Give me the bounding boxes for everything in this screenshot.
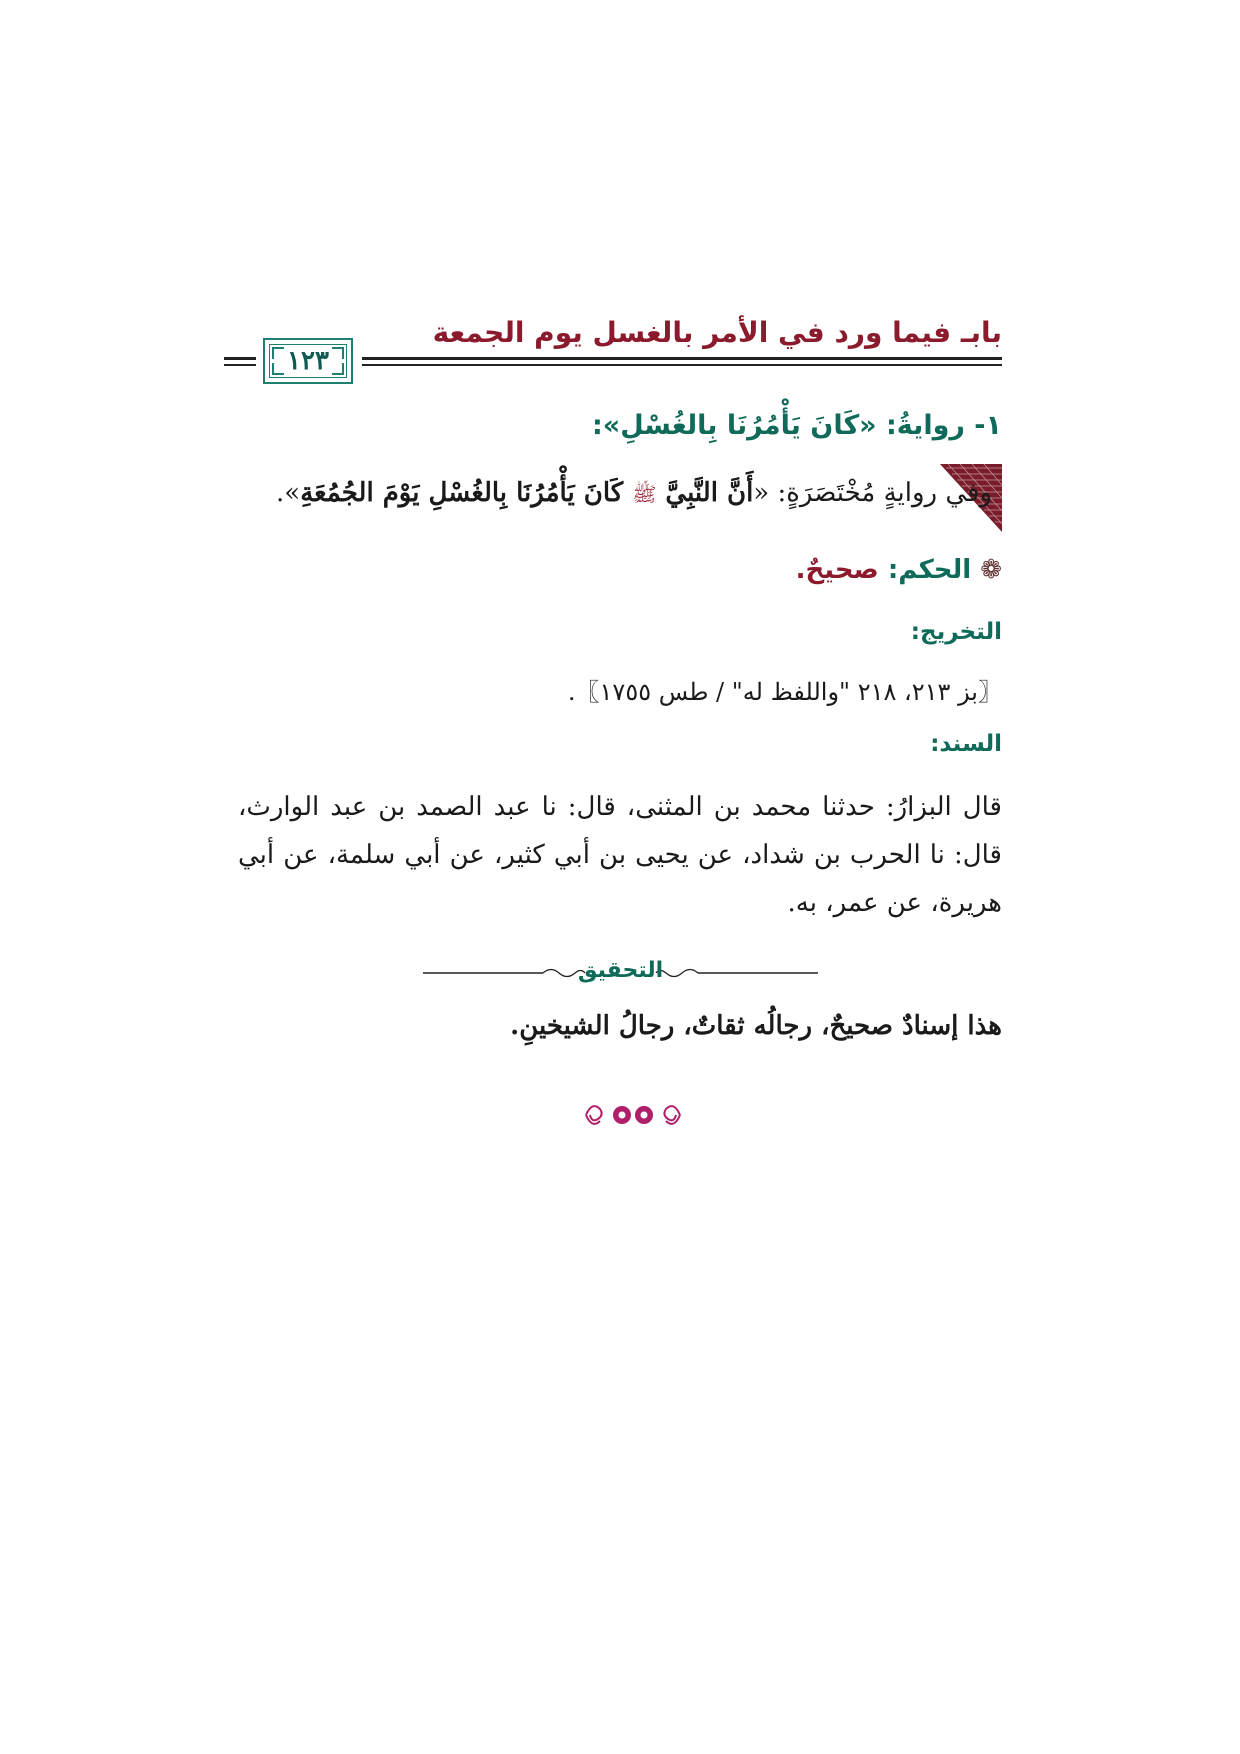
flower-icon: ❁ — [980, 555, 1002, 585]
sanad-label: السند: — [930, 731, 1002, 757]
sanad-paragraph: قال البزارُ: حدثنا محمد بن المثنى، قال: نا عبد الصمد بن عبد الوارث، قال: نا الحرب بن شداد، عن يحيى بن أبي كثير، عن أبي سلمة، عن أبي هريرة، عن عمر، به. — [238, 792, 1002, 918]
variant-intro: وفي روايةٍ مُخْتَصَرَةٍ: « — [753, 478, 992, 508]
takhrij-text: 〖بز ٢١٣، ٢١٨ "واللفظ له" / طس ١٧٥٥〗. — [567, 678, 1002, 706]
header-rule-left — [224, 357, 256, 360]
variant-end: ». — [276, 478, 301, 508]
ruling-value: صحيحٌ. — [795, 555, 879, 585]
variant-narration — [276, 478, 992, 511]
tahqiq-text: هذا إسنادٌ صحيحٌ، رجالُه ثقاتٌ، رجالُ الشيخينِ. — [510, 1011, 1002, 1041]
frame-corner-ornament — [272, 363, 284, 375]
tahqiq-divider — [423, 958, 818, 988]
end-ornament-icon — [578, 1095, 688, 1135]
ruling-label: الحكم: — [887, 555, 972, 585]
chapter-title: بابـ فيما ورد في الأمر بالغسل يوم الجمعة — [432, 316, 1002, 349]
frame-corner-ornament — [332, 363, 344, 375]
header-rule-left-thin — [224, 364, 256, 366]
takhrij-label: التخريج: — [910, 619, 1002, 645]
ruling-line — [796, 555, 1002, 585]
page-number: ١٢٣ — [287, 346, 329, 376]
page-number-frame — [263, 338, 353, 384]
frame-corner-ornament — [272, 347, 284, 359]
frame-corner-ornament — [332, 347, 344, 359]
variant-quote-part-1: أَنَّ النَّبِيَّ — [656, 478, 754, 508]
tahqiq-label: التحقيق — [577, 958, 664, 983]
header-rule-right — [362, 357, 1002, 360]
header-rule-right-thin — [362, 364, 1002, 366]
salutation-glyph: ﷺ — [632, 482, 657, 506]
variant-quote-part-2: كَانَ يَأْمُرُنَا بِالغُسْلِ يَوْمَ الجُمُعَةِ — [300, 478, 633, 508]
section-heading: ١- روايةُ: «كَانَ يَأْمُرُنَا بِالغُسْلِ»: — [591, 410, 1002, 441]
